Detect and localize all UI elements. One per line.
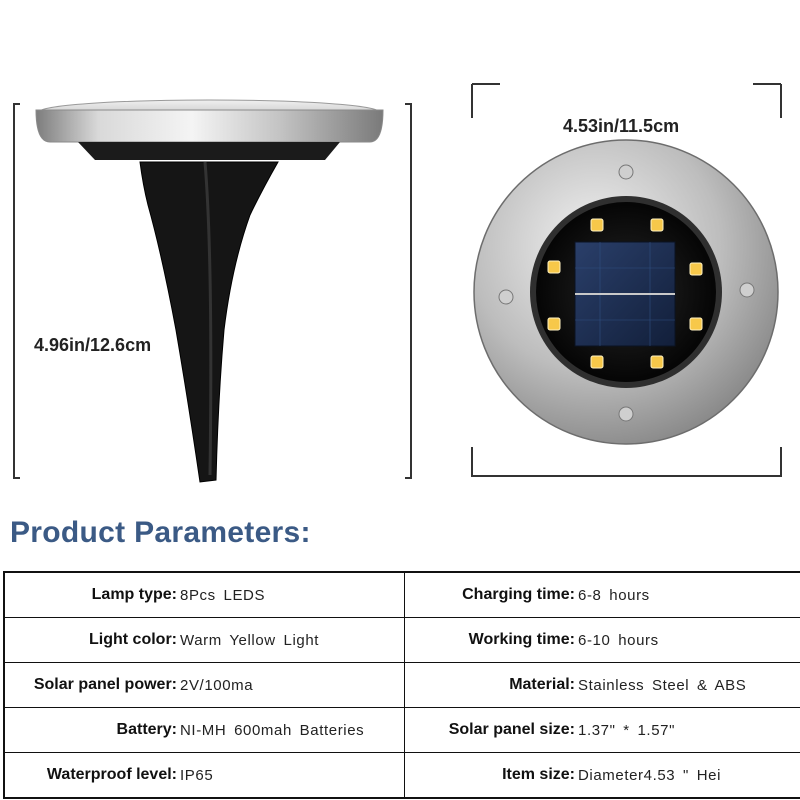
param-value: 6-8 hours — [576, 572, 800, 618]
param-value: 6-10 hours — [576, 618, 800, 663]
top-view-light — [474, 140, 778, 444]
led-3 — [548, 261, 560, 273]
param-value: 2V/100ma — [178, 663, 404, 708]
table-row — [4, 708, 800, 753]
height-dimension-label: 4.96in/12.6cm — [34, 335, 152, 355]
param-label: Working time: — [404, 618, 576, 663]
param-value: Diameter4.53 " Hei — [576, 753, 800, 799]
param-label: Lamp type: — [4, 572, 178, 618]
param-label: Material: — [404, 663, 576, 708]
side-view-light — [36, 100, 383, 482]
led-8 — [651, 356, 663, 368]
led-7 — [591, 356, 603, 368]
led-1 — [591, 219, 603, 231]
param-value: Stainless Steel & ABS — [576, 663, 800, 708]
param-label: Light color: — [4, 618, 178, 663]
param-label: Battery: — [4, 708, 178, 753]
parameters-table — [3, 571, 800, 799]
led-5 — [548, 318, 560, 330]
param-label: Charging time: — [404, 572, 576, 618]
param-value: NI-MH 600mah Batteries — [178, 708, 404, 753]
led-2 — [651, 219, 663, 231]
led-4 — [690, 263, 702, 275]
param-value: 8Pcs LEDS — [178, 572, 404, 618]
param-label: Solar panel power: — [4, 663, 178, 708]
table-row — [4, 618, 800, 663]
table-row — [4, 753, 800, 799]
param-value: 1.37" * 1.57" — [576, 708, 800, 753]
param-value: Warm Yellow Light — [178, 618, 404, 663]
param-value: IP65 — [178, 753, 404, 799]
param-label: Waterproof level: — [4, 753, 178, 799]
led-6 — [690, 318, 702, 330]
param-label: Item size: — [404, 753, 576, 799]
section-heading: Product Parameters: — [10, 516, 311, 549]
table-row — [4, 572, 800, 618]
width-dimension-label: 4.53in/11.5cm — [563, 116, 680, 136]
table-row — [4, 663, 800, 708]
param-label: Solar panel size: — [404, 708, 576, 753]
